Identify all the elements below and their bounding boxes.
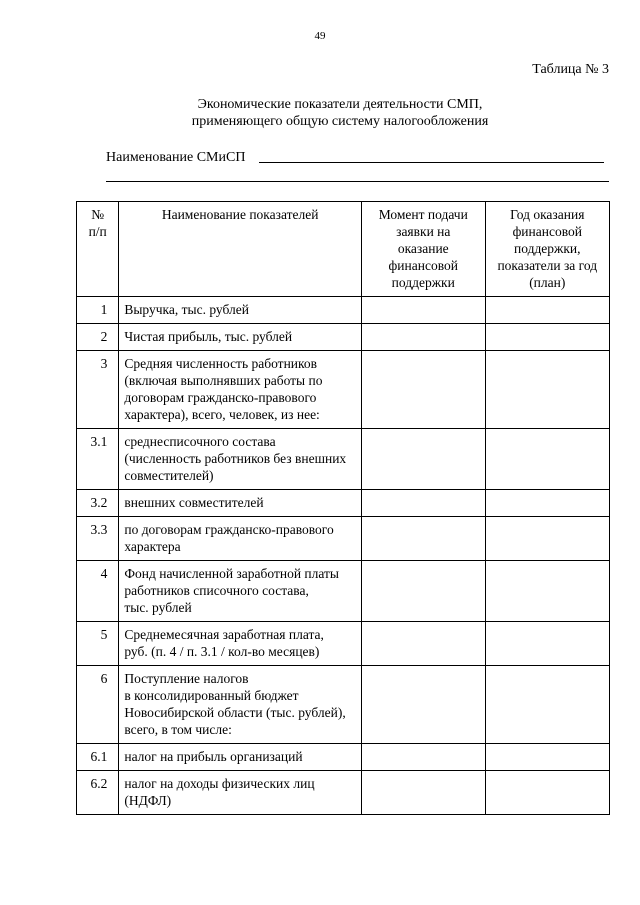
cell-support-year[interactable] xyxy=(485,490,609,517)
cell-support-year[interactable] xyxy=(485,666,609,744)
row-number: 6.2 xyxy=(77,771,119,815)
table-row xyxy=(77,622,610,666)
smisp-name-field-continuation[interactable] xyxy=(106,181,609,182)
cell-support-year[interactable] xyxy=(485,429,609,490)
smisp-name-field[interactable] xyxy=(259,162,604,163)
row-number: 3.3 xyxy=(77,517,119,561)
row-number: 2 xyxy=(77,324,119,351)
cell-application-moment[interactable] xyxy=(361,561,485,622)
document-title: Экономические показатели деятельности СМП, применяющего общую систему налогообложения xyxy=(191,97,489,129)
cell-application-moment[interactable] xyxy=(361,771,485,815)
row-indicator: Фонд начисленной заработной платы работников списочного состава, тыс. рублей xyxy=(119,561,362,622)
row-number: 3 xyxy=(77,351,119,429)
row-indicator: внешних совместителей xyxy=(119,490,362,517)
cell-application-moment[interactable] xyxy=(361,622,485,666)
cell-support-year[interactable] xyxy=(485,297,609,324)
row-number: 5 xyxy=(77,622,119,666)
row-number: 1 xyxy=(77,297,119,324)
cell-support-year[interactable] xyxy=(485,771,609,815)
cell-application-moment[interactable] xyxy=(361,324,485,351)
row-indicator: Средняя численность работников (включая выполнявших работы по договорам гражданско-правового характера), всего, человек, из нее: xyxy=(119,351,362,429)
table-row xyxy=(77,297,610,324)
cell-application-moment[interactable] xyxy=(361,517,485,561)
cell-application-moment[interactable] xyxy=(361,490,485,517)
table-row xyxy=(77,517,610,561)
cell-application-moment[interactable] xyxy=(361,429,485,490)
row-number: 3.2 xyxy=(77,490,119,517)
table-row xyxy=(77,771,610,815)
cell-support-year[interactable] xyxy=(485,561,609,622)
row-indicator: налог на доходы физических лиц (НДФЛ) xyxy=(119,771,362,815)
row-number: 3.1 xyxy=(77,429,119,490)
cell-application-moment[interactable] xyxy=(361,744,485,771)
cell-application-moment[interactable] xyxy=(361,351,485,429)
table-row xyxy=(77,351,610,429)
indicators-table xyxy=(76,201,610,815)
table-row xyxy=(77,561,610,622)
table-row xyxy=(77,429,610,490)
cell-support-year[interactable] xyxy=(485,622,609,666)
header-indicator-name: Наименование показателей xyxy=(119,202,362,297)
table-label: Таблица № 3 xyxy=(532,62,609,77)
cell-support-year[interactable] xyxy=(485,324,609,351)
table-row xyxy=(77,490,610,517)
cell-support-year[interactable] xyxy=(485,351,609,429)
page-number: 49 xyxy=(314,30,326,42)
cell-support-year[interactable] xyxy=(485,744,609,771)
cell-support-year[interactable] xyxy=(485,517,609,561)
cell-application-moment[interactable] xyxy=(361,666,485,744)
smisp-name-label: Наименование СМиСП xyxy=(106,150,246,165)
row-indicator: Поступление налогов в консолидированный бюджет Новосибирской области (тыс. рублей), всего, в том числе: xyxy=(119,666,362,744)
row-indicator: среднесписочного состава (численность работников без внешних совместителей) xyxy=(119,429,362,490)
row-indicator: Среднемесячная заработная плата, руб. (п. 4 / п. 3.1 / кол-во месяцев) xyxy=(119,622,362,666)
row-indicator: Выручка, тыс. рублей xyxy=(119,297,362,324)
header-application-moment: Момент подачи заявки на оказание финансовой поддержки xyxy=(361,202,485,297)
row-number: 6.1 xyxy=(77,744,119,771)
table-row xyxy=(77,324,610,351)
header-number: № п/п xyxy=(77,202,119,297)
table-row xyxy=(77,666,610,744)
header-support-year: Год оказания финансовой поддержки, показатели за год (план) xyxy=(485,202,609,297)
table-row xyxy=(77,744,610,771)
row-indicator: налог на прибыль организаций xyxy=(119,744,362,771)
cell-application-moment[interactable] xyxy=(361,297,485,324)
row-number: 6 xyxy=(77,666,119,744)
table-header-row xyxy=(77,202,610,297)
row-number: 4 xyxy=(77,561,119,622)
row-indicator: по договорам гражданско-правового характера xyxy=(119,517,362,561)
row-indicator: Чистая прибыль, тыс. рублей xyxy=(119,324,362,351)
